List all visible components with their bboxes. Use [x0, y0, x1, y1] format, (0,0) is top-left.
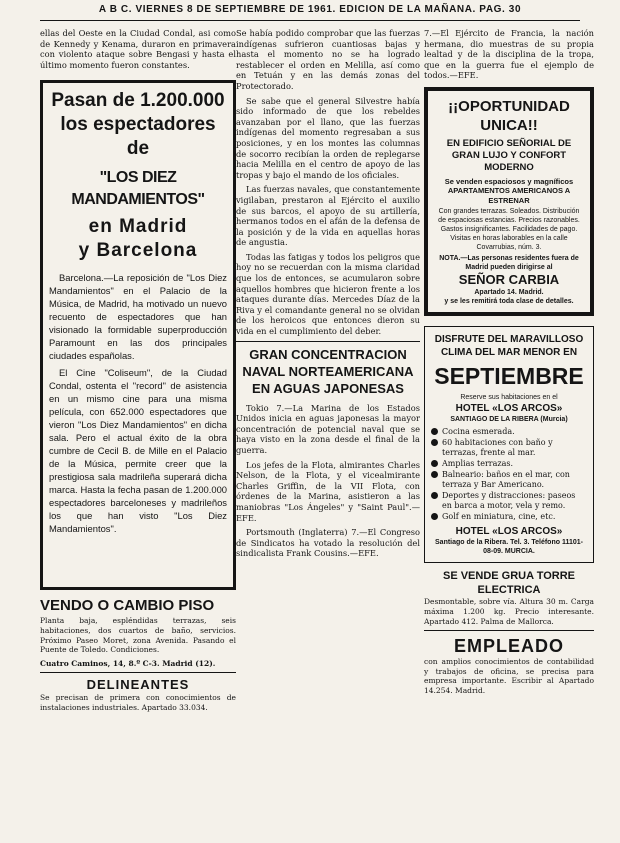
divider: [236, 341, 420, 342]
hotel-feature-item: [431, 427, 587, 437]
col2-p4: Todas las fatigas y todos los peligros que hoy no se recuerdan con la misma claridad que los de entonces, se acumularon sobre aquellos hombres que hicieron frente a los ataques durante días. Mercedes Díaz de la Riva y el comandante general no se olvidan de los heroicos que entonces dieron su vida en el cumplimiento del deber.: [236, 251, 420, 337]
ad-piso-contact: Cuatro Caminos, 14, 8.º C-3. Madrid (12).: [40, 658, 216, 668]
ad-op-line9: y se les remitirá toda clase de detalles.: [444, 298, 574, 306]
hotel-feature-text: Amplias terrazas.: [442, 459, 514, 469]
ad-grua-text: Desmontable, sobre vía. Altura 30 m. Carga máxima 1.200 kg. Precio interesante. Apartado 412. Palma de Mallorca.: [424, 597, 594, 626]
naval-p3: Portsmouth (Inglaterra) 7.—El Congreso de Sindicatos ha votado la resolución del sindicalista Frank Cousins.—EFE.: [236, 527, 420, 559]
divider: [424, 630, 594, 631]
column-3: [424, 28, 594, 700]
ad-oportunidad: [424, 87, 594, 317]
ad-diez-line2: los espectadores de: [60, 114, 216, 160]
hotel-feature-text: Deportes y distracciones: paseos en barca a motor, vela y remo.: [442, 491, 576, 511]
hotel-feature-text: Balneario: baños en el mar, con terraza y Bar Americano.: [442, 470, 570, 490]
ad-diez-p2: El Cine "Coliseum", de la Ciudad Condal, ostenta el "record" de asistencia en un mismo cine para una misma película, con 652.000 espectadores que vieron "Los Diez Mandamientos" en dicha sala. Pero el actual éxito de la obra cumbre de Cecil B. de Mille en el Palacio de la Música, permite creer que la prestigiosa sala madrileña superará dicha marca. Hasta la fecha pasan de 1.200.000 espectadores barceloneses y madrileños los que han visto "Los Diez Mandamientos".: [49, 367, 227, 535]
ad-hotel-reserve: Reserve sus habitaciones en el: [460, 394, 558, 402]
ad-diez-p1: Barcelona.—La reposición de "Los Diez Mandamientos" en el Palacio de la Música, de Madrid, ha motivado un nuevo recuento de espectadores que han visionado la formidable superproducción Paramount en las dos principales ciudades españolas.: [49, 272, 227, 362]
col2-p3: Las fuerzas navales, que constantemente vigilaban, prestaron al Ejército el auxilio de sus barcos, el apoyo de su artillería, hermanos todos en el afán de la defensa de la posición y de la vida en aquellas horas de angustia.: [236, 184, 420, 248]
ad-diez-mandamientos: [40, 80, 236, 590]
bullet-icon: [431, 439, 438, 446]
ad-hotel: [424, 326, 594, 563]
ad-hotel-name-2: HOTEL «LOS ARCOS»: [455, 526, 563, 538]
col1-top-text: ellas del Oeste en la Ciudad Condal, asi como de Kennedy y Kenama, duraron en primavera con violento ataque sobre Bengasi y hasta el último momento fueron constantes.: [40, 28, 236, 70]
bullet-icon: [431, 513, 438, 520]
naval-p1: Tokio 7.—La Marina de los Estados Unidos inicia en aguas japonesas la mayor concentración de potencial naval que se haya visto en la zona desde el final de la guerra.: [236, 402, 420, 455]
ad-piso-text: Planta baja, espléndidas terrazas, seis habitaciones, dos cuartos de baño, servicios. Próximo Paseo Moret, zona Avenida. Pasando el Puente de Toledo. Condiciones.: [40, 616, 236, 655]
bullet-icon: [431, 492, 438, 499]
page-header: A B C. VIERNES 8 DE SEPTIEMBRE DE 1961. EDICION DE LA MAÑANA. PAG. 30: [98, 4, 522, 15]
hotel-feature-text: 60 habitaciones con baño y terrazas, frente al mar.: [442, 438, 553, 458]
ad-op-line1: ¡¡OPORTUNIDAD: [448, 97, 570, 115]
ad-op-line3: EN EDIFICIO SEÑORIAL DE GRAN LUJO Y CONFORT MODERNO: [446, 137, 572, 173]
hotel-feature-item: [431, 459, 587, 469]
ad-hotel-contact: Santiago de la Ribera. Tel. 3. Teléfono 11101-08-09. MURCIA.: [435, 539, 583, 556]
header-rule: [40, 20, 580, 21]
ad-op-line8: Apartado 14. Madrid.: [474, 289, 544, 297]
ad-hotel-features: [431, 427, 587, 522]
ad-hotel-name: HOTEL «LOS ARCOS»: [455, 403, 563, 415]
hotel-feature-text: Cocina esmerada.: [442, 427, 515, 437]
ad-empleado-text: con amplios conocimientos de contabilidad y trabajos de oficina, se precisa para empresa importante. Escribir al Apartado 14.254. Madrid.: [424, 657, 594, 696]
col2-p1: Se había podido comprobar que las fuerzas indígenas sufrieron cuantiosas bajas y hasta el momento no se ha logrado restablecer el orden en Melilla, así como en Tetuán y en las demás zonas del Protectorado.: [236, 28, 420, 91]
ad-op-line6: NOTA.—Las personas residentes fuera de Madrid pueden dirigirse al: [439, 255, 579, 272]
hotel-feature-item: [431, 512, 587, 522]
ad-grua-title: SE VENDE GRUA TORRE ELECTRICA: [442, 570, 576, 597]
ad-diez-title: "LOS DIEZ MANDAMIENTOS": [71, 169, 205, 209]
ad-empleado: [424, 635, 594, 695]
naval-p2: Los jefes de la Flota, almirantes Charles Nelson, de la Flota, y el vicealmirante Charles Griffin, de la VII Flota, con órdenes de la Marina, asistieron a las maniobras "Los Ángeles" y "Saint Paul".—EFE.: [236, 459, 420, 523]
ad-op-line7: SEÑOR CARBIA: [458, 272, 560, 288]
ad-delineantes-text: Se precisan de primera con conocimientos de instalaciones industriales. Apartado 33.034.: [40, 693, 236, 712]
ad-piso-title: VENDO O CAMBIO PISO: [40, 597, 215, 615]
ad-hotel-line1: DISFRUTE DEL MARAVILLOSO CLIMA DEL MAR MENOR EN: [434, 334, 584, 359]
column-2: [236, 28, 420, 563]
bullet-icon: [431, 428, 438, 435]
ad-grua: [424, 569, 594, 626]
ad-vendo-piso: [40, 596, 236, 668]
ad-delineantes: [40, 677, 236, 712]
ad-hotel-month: SEPTIEMBRE: [434, 363, 584, 390]
naval-headline: GRAN CONCENTRACION NAVAL NORTEAMERICANA EN AGUAS JAPONESAS: [242, 346, 414, 396]
col2-p2: Se sabe que el general Silvestre había sido informado de que los rebeldes avanzaban por el llano, que las fuerzas indígenas del momento regresaban a sus posiciones, y en los montes las columnas de socorro recibían la orden de replegarse hacia Melilla en el centro de apoyo de las tropas y bajo el mando de los oficiales.: [236, 95, 420, 180]
hotel-feature-item: [431, 491, 587, 511]
hotel-feature-text: Golf en miniatura, cine, etc.: [442, 512, 556, 522]
ad-op-line4: Se venden espaciosos y magníficos APARTAMENTOS AMERICANOS A ESTRENAR: [444, 176, 574, 205]
ad-diez-line4: y Barcelona: [78, 240, 198, 262]
ad-diez-line1: Pasan de 1.200.000: [51, 90, 225, 112]
divider: [40, 672, 236, 673]
ad-op-line5: Con grandes terrazas. Soleados. Distribución de espaciosas estancias. Precios razonables. Gastos insignificantes. Facilidades de pago. Visitas en horas laborables en la calle Covarrubias, núm. 3.: [438, 208, 580, 252]
ad-op-line2: UNICA!!: [480, 116, 538, 134]
column-1: [40, 28, 236, 717]
ad-delineantes-title: DELINEANTES: [86, 677, 190, 693]
ad-diez-line3: en Madrid: [88, 216, 188, 238]
bullet-icon: [431, 460, 438, 467]
hotel-feature-item: [431, 438, 587, 458]
ad-empleado-title: EMPLEADO: [453, 636, 564, 657]
bullet-icon: [431, 471, 438, 478]
hotel-feature-item: [431, 470, 587, 490]
ad-hotel-place: SANTIAGO DE LA RIBERA (Murcia): [450, 416, 568, 424]
col3-top-text: 7.—El Ejército de Francia, la nación hermana, dio muestras de su propia lealtad y de la disciplina de la tropa, que en la guerra fue el ejemplo de todos.—EFE.: [424, 28, 594, 81]
